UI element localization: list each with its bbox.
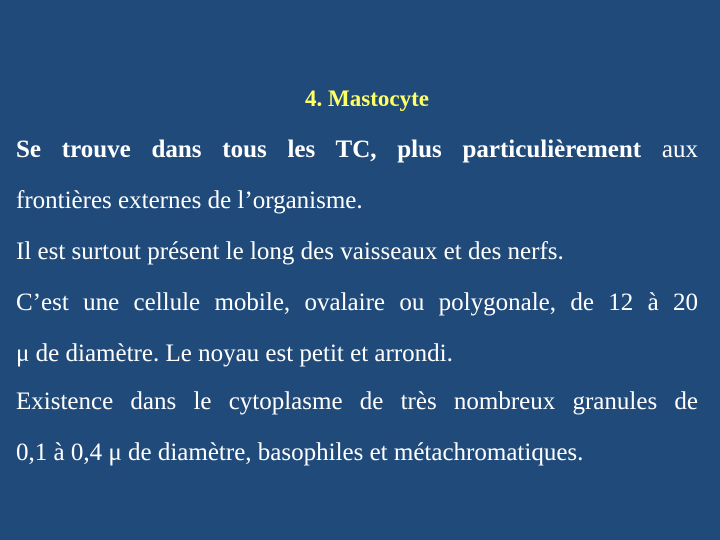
paragraph-line-1-bold: Se trouve dans tous les TC, plus particulièrement — [16, 136, 642, 163]
paragraph-line-2: frontières externes de l’organisme. — [16, 187, 363, 214]
slide-title-text: 4. Mastocyte — [305, 86, 429, 111]
paragraph-line-3: Il est surtout présent le long des vaisseaux et des nerfs. — [16, 238, 564, 265]
paragraph-line-7: 0,1 à 0,4 μ de diamètre, basophiles et métachromatiques. — [16, 439, 584, 466]
slide-title — [0, 86, 720, 112]
paragraph-line-1 — [16, 135, 698, 165]
paragraph-line-6: Existence dans le cytoplasme de très nombreux granules de — [16, 388, 698, 415]
paragraph-line-1-normal: aux — [641, 136, 698, 163]
paragraph-line-4: C’est une cellule mobile, ovalaire ou polygonale, de 12 à 20 — [16, 289, 698, 316]
paragraph-line-5: μ de diamètre. Le noyau est petit et arrondi. — [16, 340, 453, 367]
